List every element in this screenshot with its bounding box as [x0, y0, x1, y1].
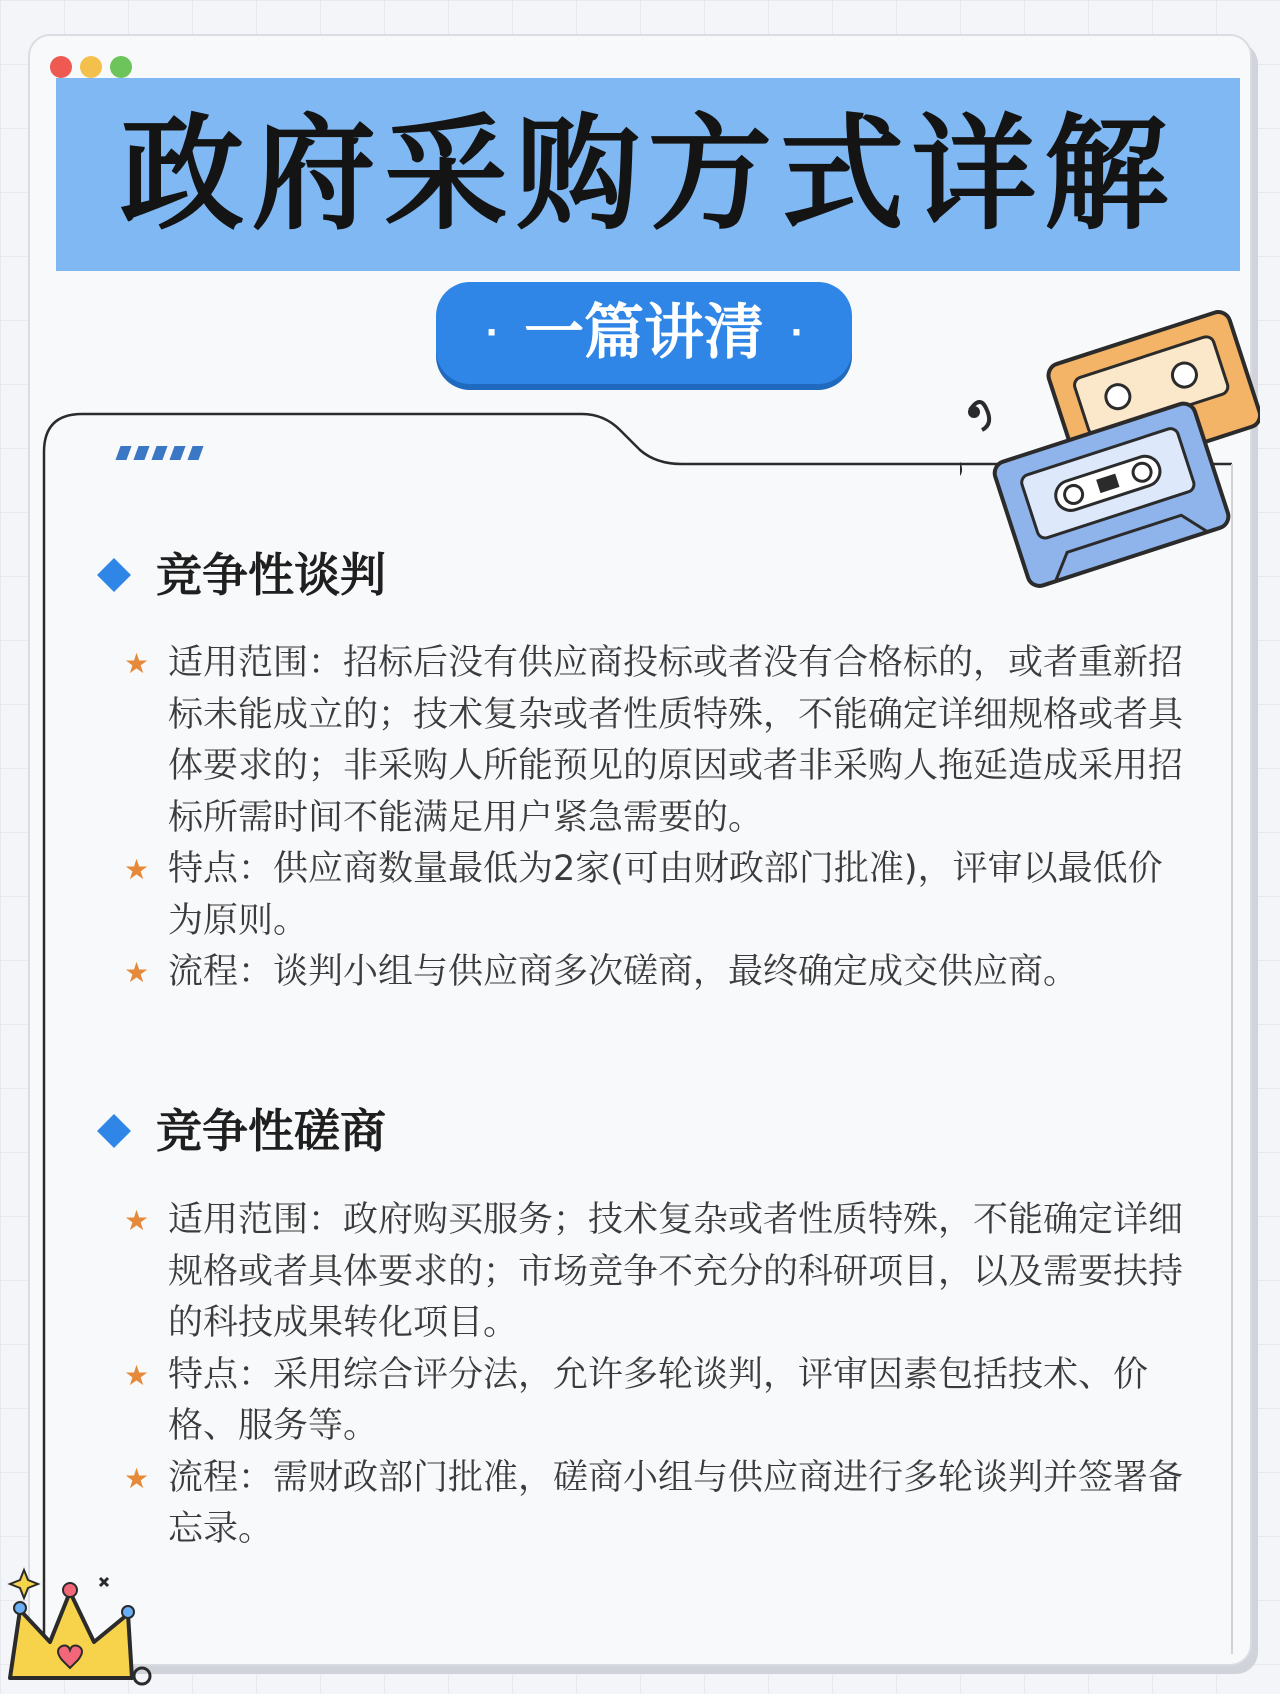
crown-icon: [0, 1556, 170, 1694]
star-icon: ★: [124, 853, 150, 886]
window-minimize-dot: [80, 56, 102, 78]
subtitle-pill: [436, 282, 852, 384]
star-icon: ★: [124, 647, 150, 680]
list-item: [124, 947, 1184, 999]
star-icon: ★: [124, 1461, 150, 1495]
list-item-text: 特点：供应商数量最低为2家(可由财政部门批准)，评审以最低价为原则。: [168, 849, 1163, 941]
diamond-bullet-icon: [97, 1114, 131, 1148]
page-title: 政府采购方式详解: [119, 102, 1176, 247]
list-item-text: 流程：谈判小组与供应商多次磋商，最终确定成交供应商。: [168, 952, 1079, 992]
section-header-competitive-consultation: [96, 1104, 386, 1158]
section-title: 竞争性谈判: [156, 548, 386, 602]
list-item: [124, 1350, 1184, 1453]
list-item-text: 适用范围：政府购买服务；技术复杂或者性质特殊，不能确定详细规格或者具体要求的；市场竞争不充分的科研项目，以及需要扶持的科技成果转化项目。: [168, 1200, 1184, 1343]
title-banner: [56, 78, 1240, 271]
decorative-stripes: [118, 446, 201, 460]
star-icon: ★: [124, 956, 150, 989]
list-item: [124, 1195, 1184, 1350]
subtitle-text: 一篇讲清: [524, 298, 764, 368]
window-maximize-dot: [110, 56, 132, 78]
section-title: 竞争性磋商: [156, 1104, 386, 1158]
section-item-list: [124, 1195, 1184, 1556]
list-item: [124, 844, 1184, 947]
list-item-text: 适用范围：招标后没有供应商投标或者没有合格标的，或者重新招标未能成立的；技术复杂或者性质特殊，不能确定详细规格或者具体要求的；非采购人所能预见的原因或者非采购人拖延造成采用招标所需时间不能满足用户紧急需要的。: [168, 643, 1184, 838]
window-close-dot: [50, 56, 72, 78]
music-note-icon: [960, 402, 989, 480]
star-icon: ★: [124, 1204, 150, 1237]
list-item-text: 特点：采用综合评分法，允许多轮谈判，评审因素包括技术、价格、服务等。: [168, 1354, 1149, 1446]
diamond-bullet-icon: [97, 558, 131, 592]
section-header-competitive-negotiation: [96, 548, 386, 602]
list-item: [124, 638, 1184, 844]
subtitle-dot-right: ·: [790, 313, 803, 353]
cassette-tape-icon: [960, 300, 1260, 610]
section-item-list: [124, 638, 1184, 999]
list-item: [124, 1453, 1184, 1556]
list-item-text: 流程：需财政部门批准，磋商小组与供应商进行多轮谈判并签署备忘录。: [168, 1457, 1184, 1549]
subtitle-dot-left: ·: [485, 313, 498, 353]
star-icon: ★: [124, 1358, 150, 1392]
